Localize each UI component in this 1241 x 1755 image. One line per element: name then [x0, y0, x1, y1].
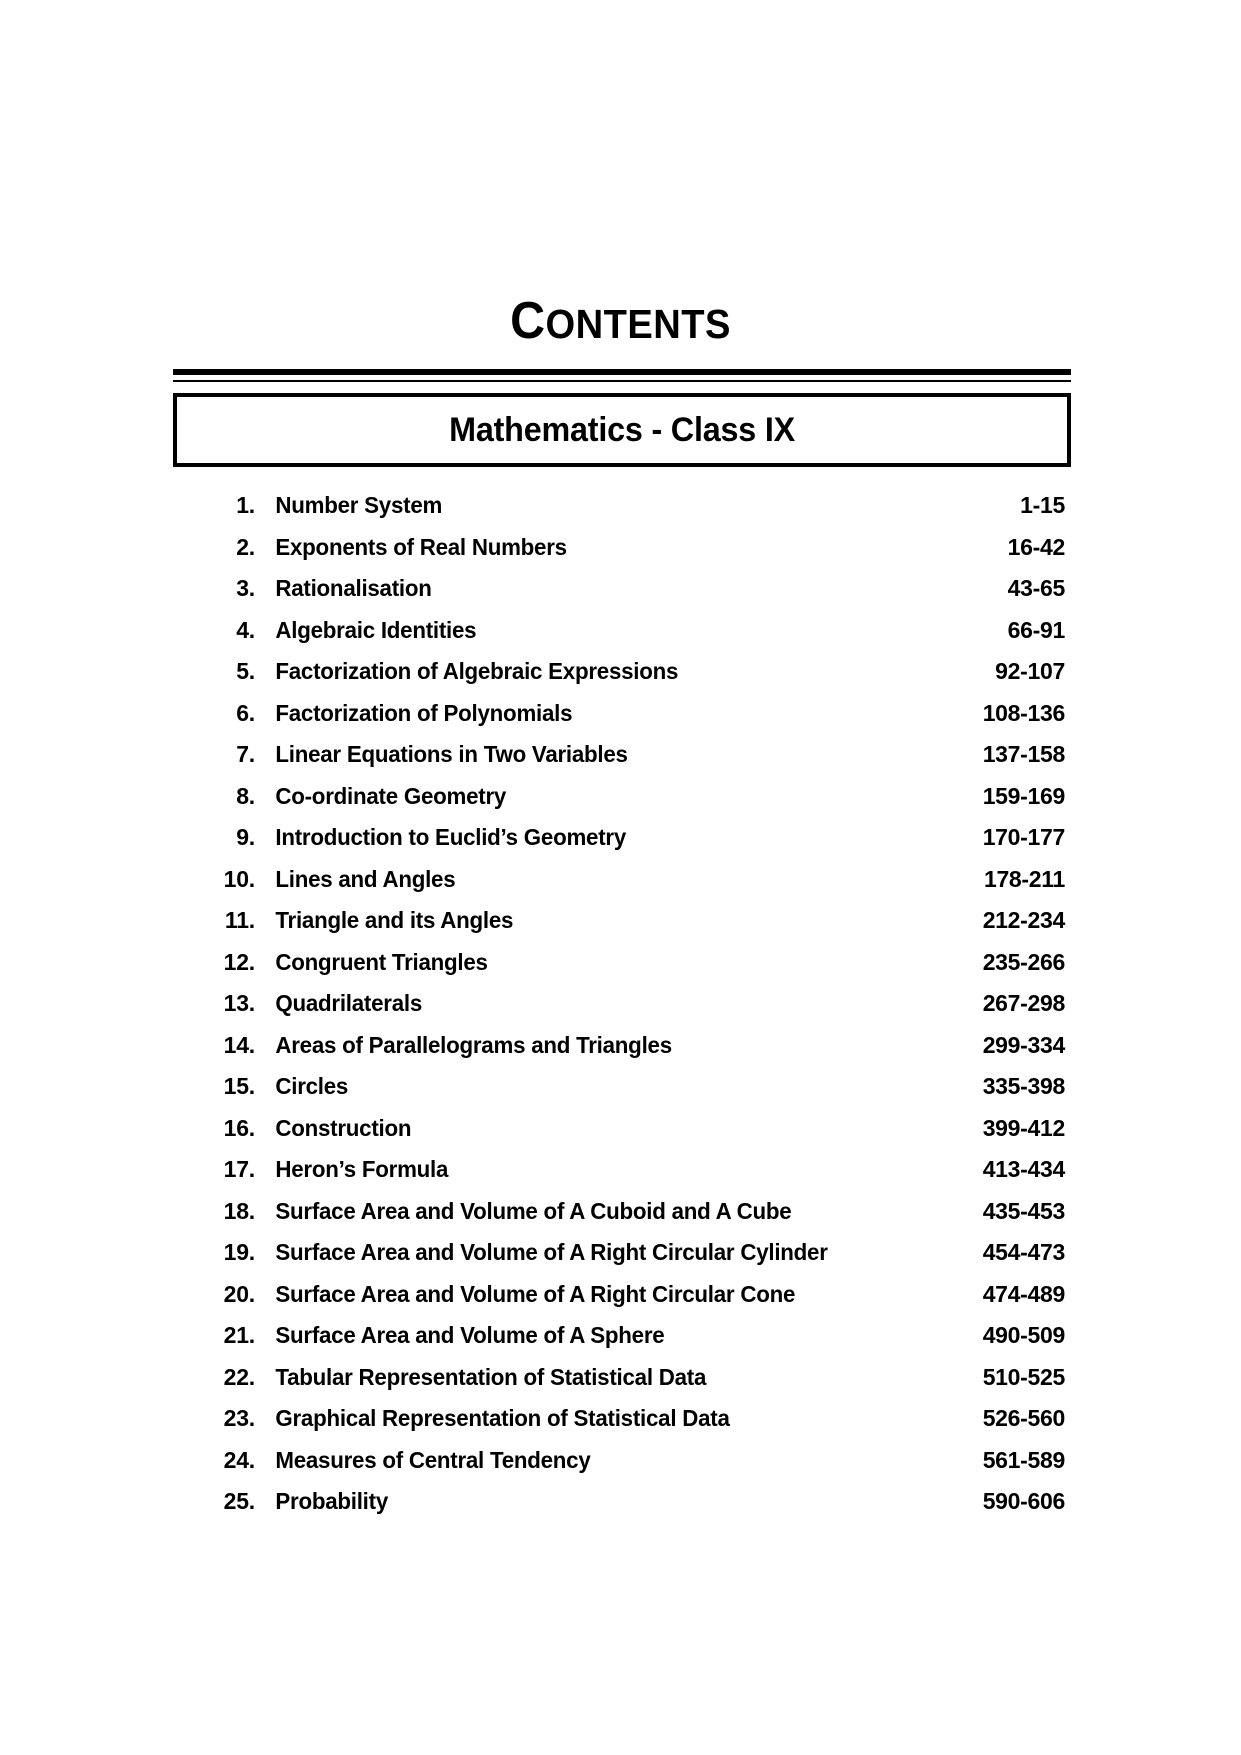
page-title-initial: C [510, 292, 546, 350]
chapter-number: 1. [236, 492, 255, 518]
chapter-number: 5. [236, 658, 255, 684]
table-row[interactable] [199, 492, 1065, 534]
table-row[interactable] [199, 1322, 1065, 1364]
subject-title-box [173, 393, 1071, 467]
table-row[interactable] [199, 658, 1065, 700]
chapter-pages: 43-65 [1007, 575, 1065, 601]
chapter-pages: 526-560 [982, 1405, 1065, 1431]
table-row[interactable] [199, 1073, 1065, 1115]
chapter-number: 17. [223, 1156, 255, 1182]
table-row[interactable] [199, 866, 1065, 908]
chapter-list [168, 492, 1073, 1530]
chapter-number: 23. [223, 1405, 255, 1431]
table-row[interactable] [199, 1115, 1065, 1157]
chapter-title: Measures of Central Tendency [275, 1446, 591, 1473]
chapter-title: Tabular Representation of Statistical Data [275, 1363, 707, 1390]
chapter-title: Probability [275, 1488, 388, 1514]
table-row[interactable] [199, 1239, 1065, 1281]
chapter-title: Factorization of Polynomials [275, 699, 573, 726]
table-row[interactable] [199, 1405, 1065, 1447]
chapter-pages: 413-434 [982, 1156, 1065, 1182]
chapter-title: Surface Area and Volume of A Cuboid and A Cube [275, 1197, 792, 1224]
chapter-pages: 561-589 [982, 1446, 1065, 1473]
chapter-pages: 137-158 [982, 741, 1065, 767]
table-row[interactable] [199, 949, 1065, 991]
chapter-number: 7. [236, 741, 255, 767]
chapter-title: Number System [275, 492, 443, 518]
table-row[interactable] [199, 1281, 1065, 1323]
table-row[interactable] [199, 700, 1065, 742]
chapter-number: 25. [223, 1488, 255, 1514]
chapter-title: Construction [275, 1114, 412, 1141]
chapter-title: Rationalisation [275, 575, 432, 601]
chapter-number: 13. [223, 990, 255, 1016]
chapter-number: 4. [236, 616, 255, 643]
subject-title: Mathematics - Class IX [449, 410, 795, 449]
chapter-pages: 435-453 [982, 1197, 1065, 1224]
chapter-pages: 159-169 [982, 782, 1065, 809]
table-row[interactable] [199, 1364, 1065, 1406]
chapter-pages: 299-334 [982, 1031, 1065, 1058]
chapter-number: 19. [223, 1239, 255, 1265]
table-row[interactable] [199, 1032, 1065, 1074]
chapter-number: 8. [236, 782, 255, 809]
chapter-pages: 212-234 [982, 907, 1065, 933]
chapter-title: Introduction to Euclid’s Geometry [275, 824, 627, 850]
chapter-pages: 454-473 [982, 1239, 1065, 1265]
chapter-number: 15. [223, 1073, 255, 1099]
chapter-title: Surface Area and Volume of A Right Circular Cone [275, 1280, 796, 1307]
table-row[interactable] [199, 575, 1065, 617]
table-row[interactable] [199, 990, 1065, 1032]
table-row[interactable] [199, 1447, 1065, 1489]
chapter-pages: 92-107 [995, 658, 1065, 684]
chapter-number: 21. [223, 1322, 255, 1348]
chapter-pages: 170-177 [982, 824, 1065, 850]
chapter-number: 12. [223, 948, 255, 975]
chapter-pages: 335-398 [982, 1073, 1065, 1099]
chapter-pages: 108-136 [982, 699, 1065, 726]
table-row[interactable] [199, 617, 1065, 659]
chapter-number: 24. [223, 1446, 255, 1473]
chapter-number: 10. [223, 865, 255, 892]
chapter-pages: 267-298 [982, 990, 1065, 1016]
divider-rule-thin [173, 380, 1071, 382]
page-title [200, 0, 1042, 350]
table-row[interactable] [199, 534, 1065, 576]
chapter-title: Factorization of Algebraic Expressions [275, 658, 679, 684]
chapter-title: Areas of Parallelograms and Triangles [275, 1031, 672, 1058]
page-title-rest: ONTENTS [545, 301, 731, 347]
table-row[interactable] [199, 1198, 1065, 1240]
chapter-number: 22. [223, 1363, 255, 1390]
content-area [168, 0, 1073, 1530]
chapter-number: 3. [236, 575, 255, 601]
chapter-pages: 16-42 [1007, 533, 1065, 560]
table-row[interactable] [199, 1156, 1065, 1198]
chapter-title: Co-ordinate Geometry [275, 782, 507, 809]
chapter-title: Congruent Triangles [275, 948, 488, 975]
chapter-title: Triangle and its Angles [275, 907, 514, 933]
chapter-pages: 590-606 [982, 1488, 1065, 1514]
chapter-number: 2. [236, 533, 255, 560]
table-row[interactable] [199, 783, 1065, 825]
table-row[interactable] [199, 741, 1065, 783]
table-row[interactable] [199, 824, 1065, 866]
chapter-pages: 235-266 [982, 948, 1065, 975]
table-row[interactable] [199, 907, 1065, 949]
chapter-pages: 178-211 [983, 865, 1065, 892]
chapter-title: Linear Equations in Two Variables [275, 741, 628, 767]
chapter-title: Graphical Representation of Statistical Data [275, 1405, 730, 1431]
chapter-title: Circles [275, 1073, 349, 1099]
chapter-pages: 1-15 [1020, 492, 1065, 518]
chapter-number: 20. [223, 1280, 255, 1307]
chapter-number: 18. [223, 1197, 255, 1224]
chapter-pages: 510-525 [982, 1363, 1065, 1390]
table-row[interactable] [199, 1488, 1065, 1530]
chapter-pages: 490-509 [982, 1322, 1065, 1348]
chapter-number: 14. [223, 1031, 255, 1058]
chapter-title: Algebraic Identities [275, 616, 477, 643]
chapter-title: Lines and Angles [275, 865, 456, 892]
chapter-number: 9. [236, 824, 255, 850]
chapter-title: Quadrilaterals [275, 990, 423, 1016]
chapter-number: 11. [224, 907, 255, 933]
chapter-number: 6. [236, 699, 255, 726]
chapter-title: Surface Area and Volume of A Sphere [275, 1322, 665, 1348]
chapter-pages: 399-412 [982, 1114, 1065, 1141]
chapter-pages: 474-489 [982, 1280, 1065, 1307]
chapter-pages: 66-91 [1007, 616, 1065, 643]
chapter-title: Exponents of Real Numbers [275, 533, 567, 560]
chapter-title: Surface Area and Volume of A Right Circular Cylinder [275, 1239, 828, 1265]
chapter-number: 16. [223, 1114, 255, 1141]
chapter-title: Heron’s Formula [275, 1156, 449, 1182]
heading-divider [168, 369, 1073, 382]
